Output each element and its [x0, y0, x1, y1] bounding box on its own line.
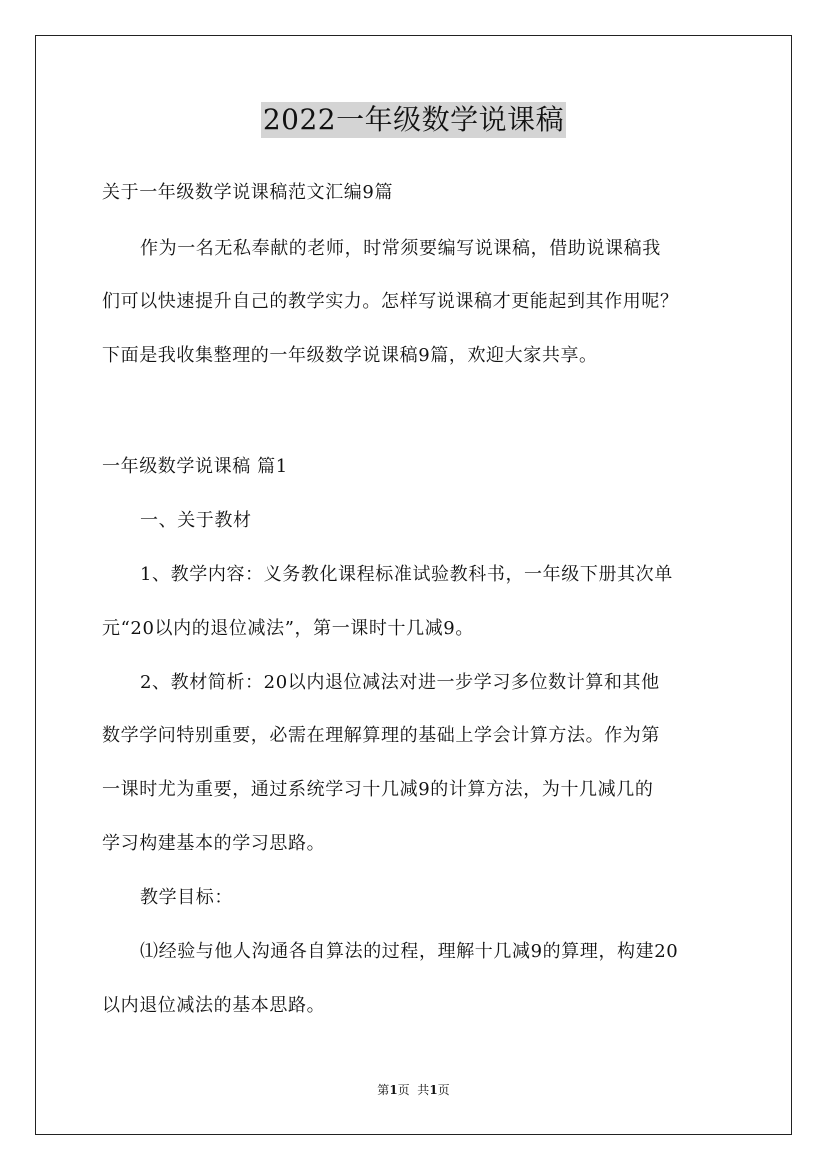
paragraph-line: 下面是我收集整理的一年级数学说课稿9篇，欢迎大家共享。 — [102, 345, 598, 366]
paragraph-line: 以内退位减法的基本思路。 — [102, 995, 326, 1016]
paragraph-line: 们可以快速提升自己的教学实力。怎样写说课稿才更能起到其作用呢？ — [102, 291, 679, 312]
paragraph-line: 学习构建基本的学习思路。 — [102, 833, 326, 854]
paragraph-line: 作为一名无私奉献的老师，时常须要编写说课稿，借助说课稿我 — [140, 238, 661, 259]
document-subtitle: 关于一年级数学说课稿范文汇编9篇 — [102, 182, 394, 203]
section-heading: 一年级数学说课稿 篇1 — [102, 456, 288, 477]
footer-current-page: 1 — [389, 1083, 398, 1097]
footer-prefix: 第 — [377, 1083, 390, 1097]
paragraph-line: 一课时尤为重要，通过系统学习十几减9的计算方法，为十几减几的 — [102, 779, 654, 800]
paragraph-line: 教学目标： — [140, 887, 233, 908]
paragraph-line: 2、教材简析：20以内退位减法对进一步学习多位数计算和其他 — [140, 672, 660, 693]
footer-total-pages: 1 — [429, 1083, 438, 1097]
footer-suffix: 页 — [437, 1083, 450, 1097]
title-text: 2022一年级数学说课稿 — [262, 103, 565, 136]
footer-mid: 页 共 — [397, 1083, 430, 1097]
paragraph-line: 数学学问特别重要，必需在理解算理的基础上学会计算方法。作为第 — [102, 725, 660, 746]
paragraph-line: 元“20以内的退位减法”，第一课时十几减9。 — [102, 618, 474, 639]
paragraph-line: ⑴经验与他人沟通各自算法的过程，理解十几减9的算理，构建20 — [140, 941, 679, 962]
paragraph-line: 1、教学内容：义务教化课程标准试验教科书，一年级下册其次单 — [140, 564, 673, 585]
document-title — [0, 102, 827, 138]
paragraph-line: 一、关于教材 — [140, 510, 252, 531]
page-footer — [0, 1082, 827, 1098]
